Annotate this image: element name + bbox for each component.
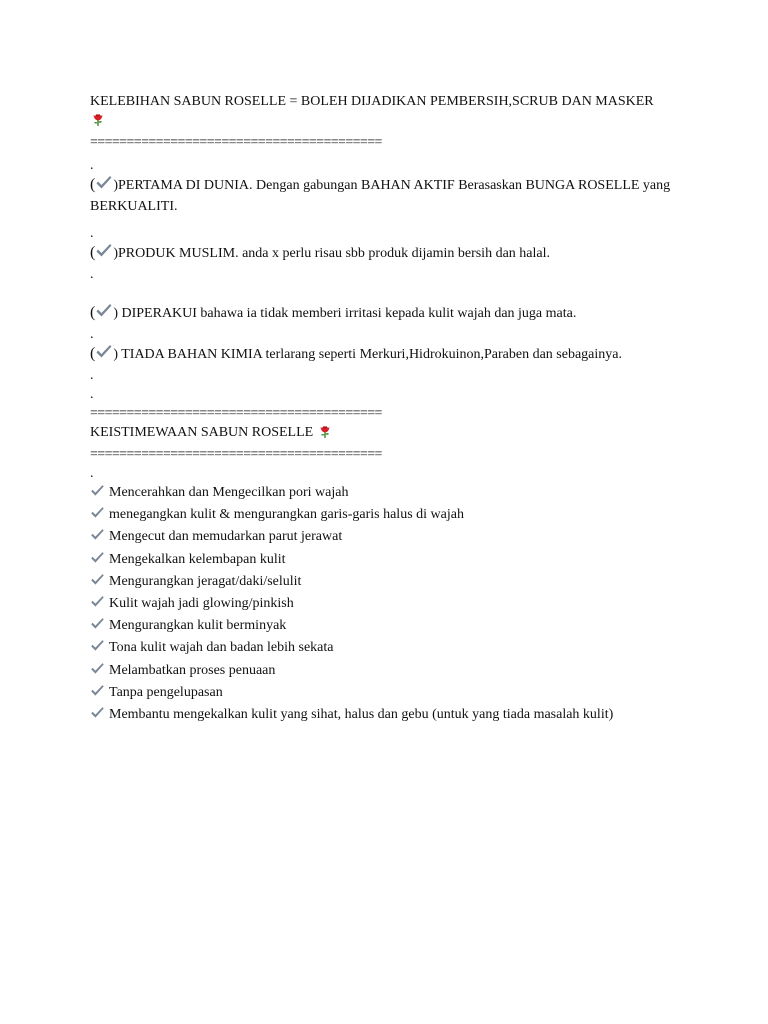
feature-text: menegangkan kulit & mengurangkan garis-garis halus di wajah (109, 507, 464, 523)
benefit-text: ) DIPERAKUI bahawa ia tidak memberi irritasi kepada kulit wajah dan juga mata. (113, 306, 577, 321)
feature-text: Tanpa pengelupasan (109, 684, 223, 700)
check-mark-icon (90, 595, 105, 616)
check-mark-icon (90, 528, 105, 549)
separator: ======================================== (90, 447, 382, 462)
check-mark-icon (90, 573, 105, 594)
feature-list (90, 483, 690, 727)
dot-spacer: . (90, 368, 94, 383)
separator: ======================================== (90, 406, 382, 421)
benefit-item: ( )PERTAMA DI DUNIA. Dengan gabungan BAHAN AKTIF Berasaskan BUNGA ROSELLE yang BERKUALITI. (90, 176, 671, 214)
separator: ======================================== (90, 135, 382, 150)
feature-text: Mengekalkan kelembapan kulit (109, 551, 286, 567)
feature-item (90, 705, 690, 727)
feature-item (90, 594, 690, 616)
rose-icon (90, 111, 106, 133)
check-mark-icon (90, 639, 105, 660)
check-mark-icon (95, 243, 113, 265)
heading-rose-line (90, 111, 690, 133)
benefit-text: )PRODUK MUSLIM. anda x perlu risau sbb produk dijamin bersih dan halal. (113, 246, 550, 261)
feature-text: Mengurangkan jeragat/daki/selulit (109, 573, 302, 589)
feature-item (90, 638, 690, 660)
section2-title: KEISTIMEWAAN SABUN ROSELLE (90, 425, 314, 440)
check-mark-icon (90, 617, 105, 638)
feature-item (90, 505, 690, 527)
benefit-text: ) TIADA BAHAN KIMIA terlarang seperti Merkuri,Hidrokuinon,Paraben dan sebagainya. (113, 347, 622, 362)
heading: KELEBIHAN SABUN ROSELLE = BOLEH DIJADIKAN PEMBERSIH,SCRUB DAN MASKER (90, 94, 654, 109)
feature-item (90, 661, 690, 683)
check-mark-icon (90, 706, 105, 727)
benefit-text: )PERTAMA DI DUNIA. Dengan gabungan BAHAN AKTIF Berasaskan BUNGA ROSELLE yang BERKUALITI. (90, 178, 671, 214)
check-mark-icon (90, 684, 105, 705)
feature-text: Tona kulit wajah dan badan lebih sekata (109, 640, 334, 656)
check-mark-icon (90, 551, 105, 572)
check-mark-icon (90, 506, 105, 527)
feature-text: Mengurangkan kulit berminyak (109, 618, 287, 634)
document-content (90, 92, 690, 727)
dot-spacer: . (90, 466, 94, 481)
section2-title-line (90, 423, 690, 445)
dot-spacer: . (90, 387, 94, 402)
rose-icon (317, 423, 333, 445)
benefit-item: ( ) DIPERAKUI bahawa ia tidak memberi irritasi kepada kulit wajah dan juga mata. (90, 303, 690, 325)
check-mark-icon (90, 484, 105, 505)
check-mark-icon (95, 175, 113, 197)
feature-item (90, 550, 690, 572)
feature-text: Mencerahkan dan Mengecilkan pori wajah (109, 485, 349, 500)
benefit-item: ( ) TIADA BAHAN KIMIA terlarang seperti Merkuri,Hidrokuinon,Paraben dan sebagainya. (90, 344, 690, 366)
feature-item (90, 616, 690, 638)
feature-item (90, 572, 690, 594)
feature-text: Mengecut dan memudarkan parut jerawat (109, 529, 343, 545)
feature-item (90, 527, 690, 549)
benefit-item: ( )PRODUK MUSLIM. anda x perlu risau sbb produk dijamin bersih dan halal. (90, 243, 690, 265)
dot-spacer: . (90, 226, 94, 241)
feature-text: Membantu mengekalkan kulit yang sihat, halus dan gebu (untuk yang tiada masalah kulit) (109, 707, 614, 723)
dot-spacer: . (90, 267, 94, 282)
check-mark-icon (90, 662, 105, 683)
check-mark-icon (95, 344, 113, 366)
dot-spacer: . (90, 158, 94, 173)
feature-item (90, 683, 690, 705)
check-mark-icon (95, 303, 113, 325)
feature-item (90, 483, 690, 505)
feature-text: Melambatkan proses penuaan (109, 662, 276, 678)
dot-spacer: . (90, 327, 94, 342)
feature-text: Kulit wajah jadi glowing/pinkish (109, 596, 294, 612)
